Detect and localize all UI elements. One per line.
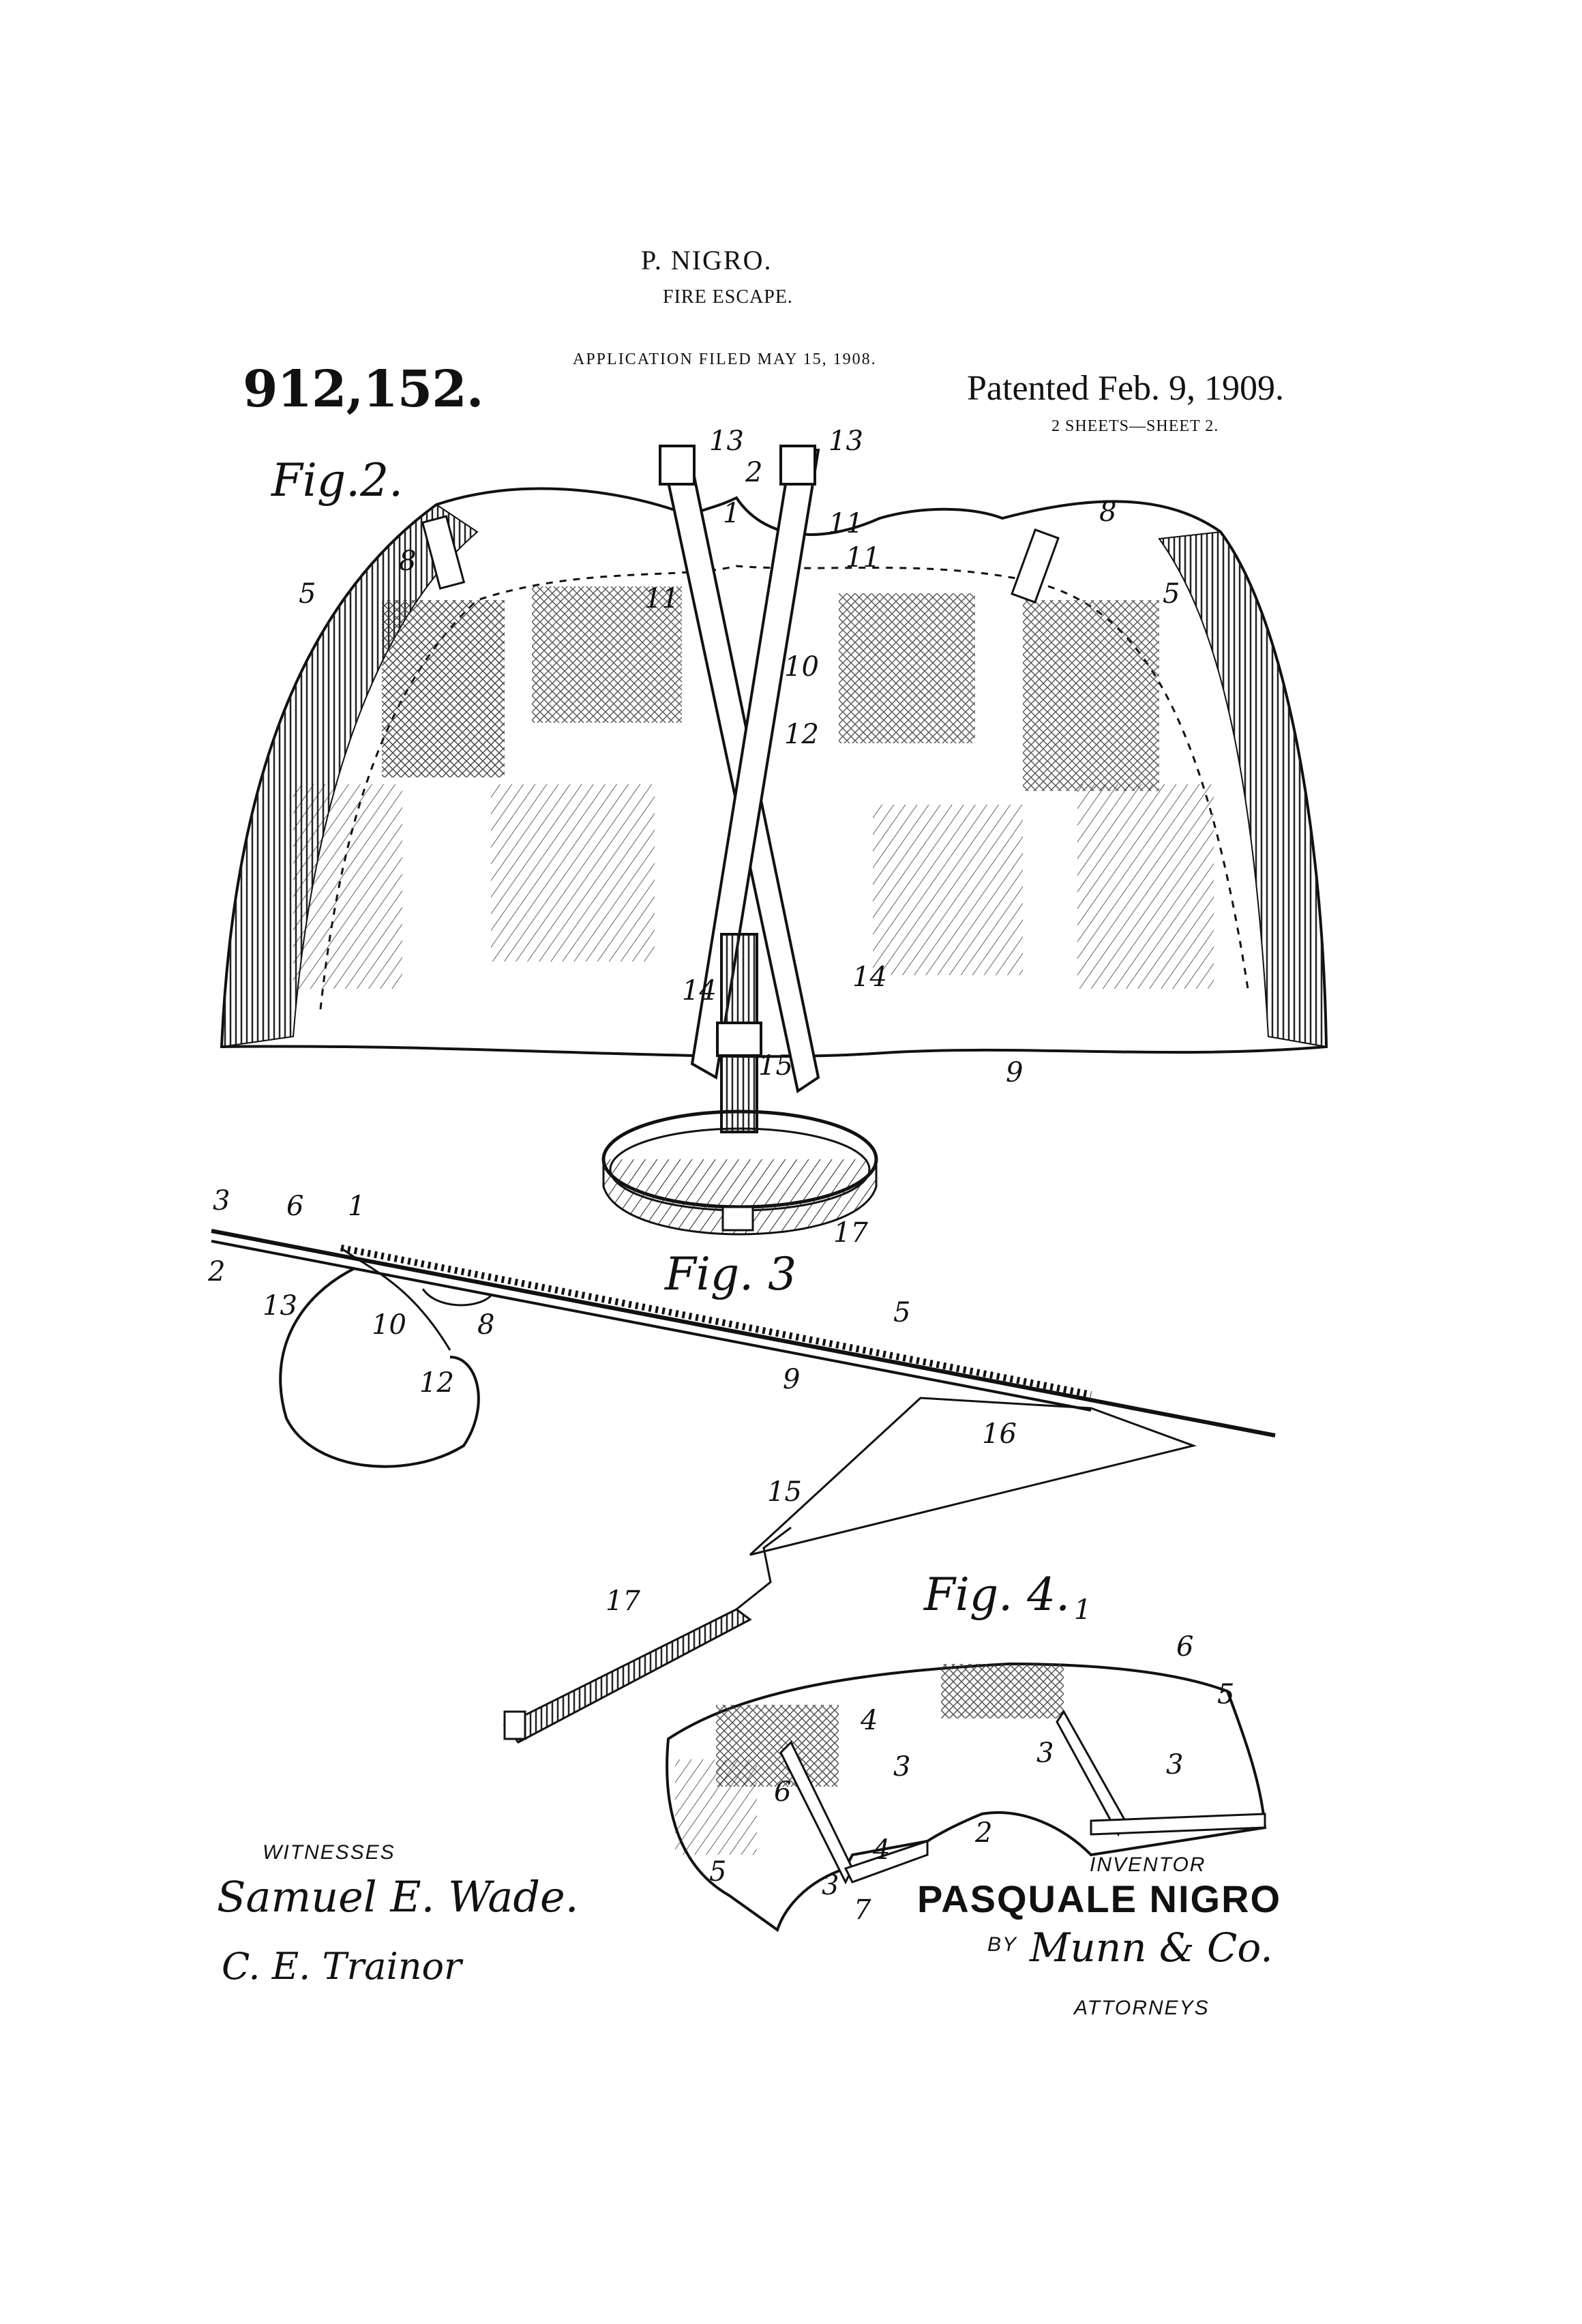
fig4-ref: 5 <box>709 1856 727 1888</box>
fig4-ref: 3 <box>1036 1738 1054 1769</box>
fig2-ref: 14 <box>852 962 887 993</box>
fig2-ref: 13 <box>709 426 744 457</box>
fig2-ref: 12 <box>784 719 819 750</box>
fig3-ref: 15 <box>767 1476 802 1508</box>
fig2-ref: 17 <box>833 1217 868 1249</box>
fig4-ref: 3 <box>822 1870 839 1901</box>
witness-signature-2: C. E. Trainor <box>222 1945 462 1988</box>
fig4-ref: 3 <box>893 1751 911 1783</box>
fig3-ref: 17 <box>606 1585 640 1617</box>
invention-title: FIRE ESCAPE. <box>663 286 793 308</box>
fig3-ref: 13 <box>263 1290 297 1322</box>
fig4-ref: 4 <box>861 1705 878 1736</box>
patented-date: Patented Feb. 9, 1909. <box>967 369 1285 408</box>
fig3-ref: 6 <box>286 1191 304 1222</box>
fig2-ref: 5 <box>299 578 316 610</box>
fig2-ref: 1 <box>723 498 741 529</box>
fig2-ref: 11 <box>846 542 880 573</box>
fig2-ref: 5 <box>1163 578 1180 610</box>
inventor-label: INVENTOR <box>1090 1853 1206 1876</box>
fig2-ref: 10 <box>784 651 819 683</box>
fig3-ref: 9 <box>783 1364 801 1395</box>
fig2-ref: 11 <box>829 508 863 539</box>
fig2-ref: 11 <box>644 583 679 614</box>
fig3-ref: 10 <box>372 1309 406 1341</box>
fig3-ref: 5 <box>893 1297 911 1328</box>
fig2-ref: 8 <box>1099 496 1117 528</box>
fig4-ref: 2 <box>975 1817 993 1849</box>
witness-signature-1: Samuel E. Wade. <box>217 1872 579 1922</box>
fig3-ref: 3 <box>213 1185 230 1217</box>
fig2-ref: 15 <box>758 1050 793 1082</box>
fig2-ref: 2 <box>745 457 763 488</box>
fig4-ref: 5 <box>1217 1679 1235 1710</box>
witnesses-label: WITNESSES <box>263 1841 395 1864</box>
patentee-name: P. NIGRO. <box>641 245 773 275</box>
fig3-ref: 8 <box>477 1309 495 1341</box>
fig2-label: Fig.2. <box>271 454 404 507</box>
attorney-signature: Munn & Co. <box>1030 1924 1273 1971</box>
fig4-ref: 4 <box>873 1834 891 1866</box>
fig4-label: Fig. 4. <box>924 1568 1071 1621</box>
by-label: BY <box>987 1933 1018 1956</box>
application-date: APPLICATION FILED MAY 15, 1908. <box>573 351 877 368</box>
fig2-ref: 13 <box>829 426 863 457</box>
inventor-name: PASQUALE NIGRO <box>917 1877 1282 1920</box>
fig2-ref: 14 <box>682 975 717 1007</box>
fig4-ref: 6 <box>774 1776 792 1808</box>
sheet-count: 2 SHEETS—SHEET 2. <box>1051 417 1219 435</box>
fig4-ref: 1 <box>1074 1594 1092 1626</box>
patent-number: 912,152. <box>243 360 483 419</box>
fig3-ref: 16 <box>982 1418 1017 1450</box>
attorneys-label: ATTORNEYS <box>1074 1997 1210 2019</box>
fig4-ref: 6 <box>1176 1631 1194 1663</box>
fig3-ref: 1 <box>348 1191 365 1222</box>
fig3-ref: 12 <box>419 1367 454 1399</box>
fig2-ref: 8 <box>399 546 417 577</box>
fig3-label: Fig. 3 <box>665 1248 797 1300</box>
fig3-ref: 2 <box>208 1256 226 1287</box>
fig2-ref: 9 <box>1006 1057 1024 1088</box>
fig3-side-view <box>211 1231 1275 1742</box>
fig4-ref: 7 <box>854 1894 871 1926</box>
fig4-ref: 3 <box>1166 1749 1184 1781</box>
